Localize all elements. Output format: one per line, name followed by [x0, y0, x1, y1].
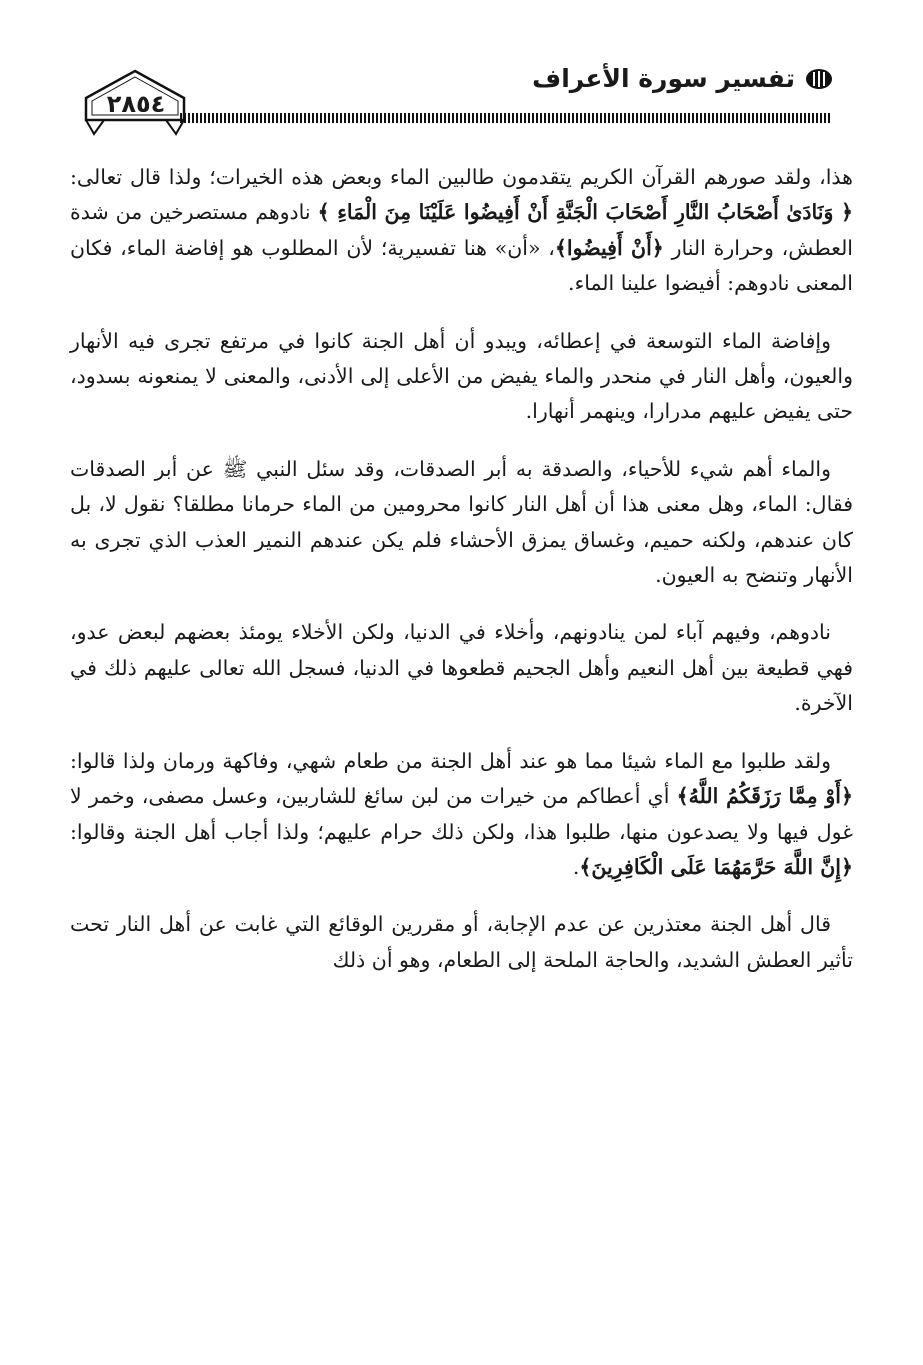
paragraph [70, 160, 853, 302]
paragraph [70, 452, 853, 594]
text-run: قال أهل الجنة معتذرين عن عدم الإجابة، أو مقررين الوقائع التي غابت عن أهل النار تحت تأثير العطش الشديد، والحاجة الملحة إلى الطعام، وهو أن ذلك [70, 912, 853, 972]
quran-verse: ﴿ وَنَادَىٰ أَصْحَابُ النَّارِ أَصْحَابَ الْجَنَّةِ أَنْ أَفِيضُوا عَلَيْنَا مِنَ الْمَاءِ ﴾ [317, 200, 853, 225]
paragraph [70, 324, 853, 430]
body-text [70, 160, 853, 1000]
text-run: نادوهم مستصرخين من شدة العطش، وحرارة النار [70, 200, 854, 260]
paragraph [70, 744, 853, 886]
paragraph [70, 907, 853, 978]
text-run: ، «أن» هنا تفسيرية؛ لأن المطلوب هو إفاضة الماء، فكان المعنى نادوهم: أفيضوا علينا الماء. [70, 235, 853, 296]
text-run: والماء أهم شيء للأحياء، والصدقة به أبر الصدقات، وقد سئل النبي ﷺ عن أبر الصدقات فقال: الماء، وهل معنى هذا أن أهل النار كانوا محرومين من الماء حرمانا مطلقا؟ نقول لا، بل كان عندهم، ولكنه حميم، وغساق يمزق الأحشاء فلم يكن عندهم النمير العذب الذي تجرى به الأنهار وتنضح به العيون. [70, 456, 853, 588]
quran-verse: ﴿أَنْ أَفِيضُوا﴾ [554, 235, 664, 260]
quran-verse: ﴿أَوْ مِمَّا رَزَقَكُمُ اللَّهُ﴾ [676, 784, 853, 809]
paragraph [70, 615, 853, 721]
text-run: نادوهم، وفيهم آباء لمن ينادونهم، وأخلاء في الدنيا، ولكن الأخلاء يومئذ بعضهم لبعض عدو، فهي قطيعة بين أهل النعيم وأهل الجحيم قطعوها في الدنيا، فسجل الله تعالى عليهم ذلك في الآخرة. [70, 620, 853, 716]
text-run: أي أعطاكم من خيرات من لبن سائغ للشاربين، وعسل مصفى، وخمر لا غول فيها ولا يصدعون منها، طلبوا هذا، ولكن ذلك حرام عليهم؛ ولذا أجاب أهل الجنة وقالوا: [70, 784, 853, 844]
header-title: تفسير سورة الأعراف [532, 64, 795, 93]
text-run: . [572, 854, 580, 879]
text-run: ولقد طلبوا مع الماء شيئا مما هو عند أهل الجنة من طعام شهي، وفاكهة ورمان ولذا قالوا: [70, 748, 831, 773]
ornament-icon [805, 68, 833, 90]
running-header [532, 64, 833, 93]
page-number: ٢٨٥٤ [106, 90, 166, 118]
text-run: هذا، ولقد صورهم القرآن الكريم يتقدمون طالبين الماء وبعض هذه الخيرات؛ ولذا قال تعالى: [70, 165, 853, 189]
header-rule [180, 113, 831, 123]
quran-verse: ﴿إِنَّ اللَّهَ حَرَّمَهُمَا عَلَى الْكَافِرِينَ﴾ [579, 854, 853, 879]
text-run: وإفاضة الماء التوسعة في إعطائه، ويبدو أن أهل الجنة كانوا في مرتفع تجرى فيه الأنهار والعيون، وأهل النار في منحدر والماء يفيض من الأعلى إلى الأدنى، والمعنى لا يمنعونه بسدود، حتى يفيض عليهم مدرارا، وينهمر أنهارا. [70, 328, 853, 424]
